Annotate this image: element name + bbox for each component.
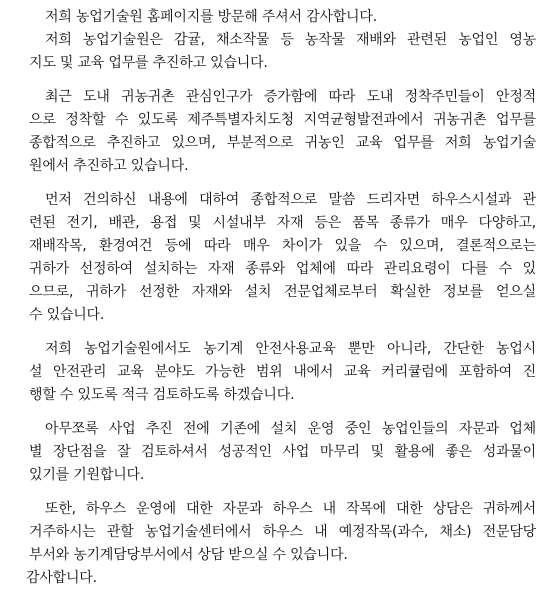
text-line: 저희 농업기술원 홈페이지를 방문해 주셔서 감사합니다. (45, 9, 377, 25)
text-line: 있기를 기원합니다. (29, 467, 145, 483)
text-line: 별 장단점을 잘 검토하셔서 성공적인 사업 마무리 및 활용에 좋은 성과물이 (29, 444, 536, 460)
text-line: 으므로, 귀하가 선정한 자재와 설치 전문업체로부터 확실한 정보를 얻으실 (29, 284, 536, 300)
text-line: 지도 및 교육 업무를 추진하고 있습니다. (29, 55, 268, 71)
text-line: 또한, 하우스 운영에 대한 자문과 하우스 내 작목에 대한 상담은 귀하께서 (45, 501, 536, 517)
paragraph-greeting (29, 6, 536, 29)
paragraph-safety-education (29, 338, 536, 407)
text-line: 먼저 건의하신 내용에 대하여 종합적으로 말씀 드리자면 하우스시설과 관 (45, 192, 536, 208)
text-line: 행할 수 있도록 적극 검토하도록 하겠습니다. (29, 387, 295, 403)
text-line: 종합적으로 추진하고 있으며, 부분적으로 귀농인 교육 업무를 저희 농업기술 (29, 135, 536, 151)
paragraph-greenhouse-materials (29, 189, 536, 327)
paragraph-consultation (29, 498, 536, 567)
text-line: 부서와 농기계담당부서에서 상담 받으실 수 있습니다. (29, 547, 348, 563)
text-line: 귀하가 선정하여 설치하는 자재 종류와 업체에 따라 관리요령이 다를 수 있 (29, 261, 536, 277)
text-line: 아무쪼록 사업 추진 전에 기존에 설치 운영 중인 농업인들의 자문과 업체 (45, 421, 536, 437)
text-line: 저희 농업기술원에서도 농기계 안전사용교육 뿐만 아니라, 간단한 농업시 (45, 341, 536, 357)
text-line: 으로 정착할 수 있도록 제주특별자치도청 지역균형발전과에서 귀농귀촌 업무를 (29, 112, 536, 128)
text-line: 거주하시는 관할 농업기술센터에서 하우스 내 예정작목(과수, 채소) 전문담당 (29, 524, 536, 540)
paragraph-intro (29, 29, 536, 75)
text-line: 설 안전관리 교육 분야도 가능한 범위 내에서 교육 커리큘럼에 포함하여 진 (29, 364, 536, 380)
closing-text: 감사합니다. (26, 570, 97, 586)
text-line: 재배작목, 환경여건 등에 따라 매우 차이가 있을 수 있으며, 결론적으로는 (29, 238, 536, 254)
paragraph-project-advice (29, 418, 536, 487)
paragraph-return-farming (29, 86, 536, 178)
text-line: 수 있습니다. (29, 307, 105, 323)
text-line: 원에서 추진하고 있습니다. (29, 158, 189, 174)
text-line: 저희 농업기술원은 감귤, 채소작물 등 농작물 재배와 관련된 농업인 영농 (45, 32, 536, 48)
text-line: 최근 도내 귀농귀촌 관심인구가 증가함에 따라 도내 정착주민들이 안정적 (45, 89, 536, 105)
text-line: 련된 전기, 배관, 용접 및 시설내부 자재 등은 품목 종류가 매우 다양하고, (29, 215, 536, 231)
